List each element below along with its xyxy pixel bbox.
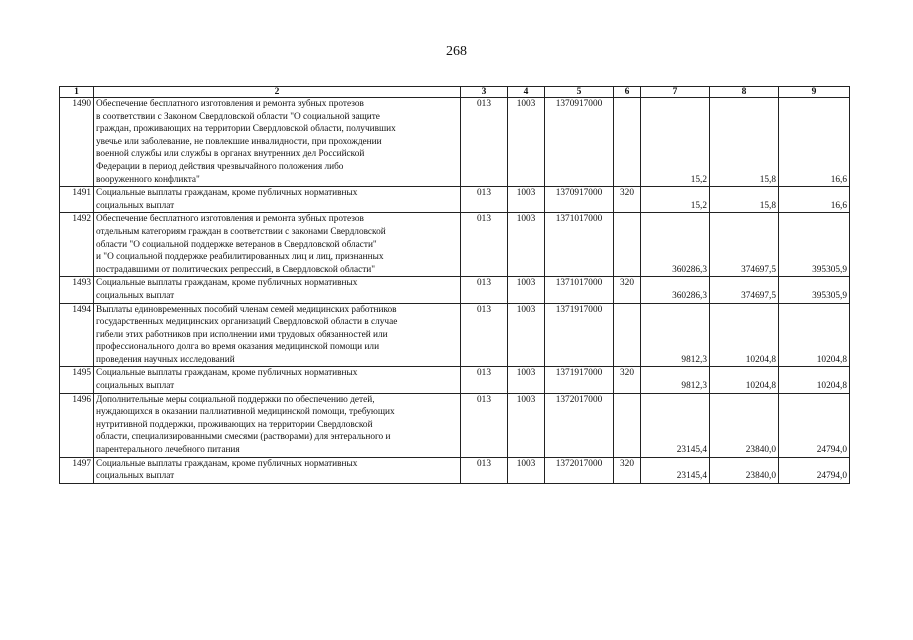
amount-col-9: 395305,9 [779, 277, 850, 303]
amount-col-8: 23840,0 [710, 393, 779, 457]
target-code: 1372017000 [545, 393, 614, 457]
row-description: Обеспечение бесплатного изготовления и ремонта зубных протезов отдельным категориям граждан в соответствии с законами Свердловской области "О социальной поддержке ветеранов в Свердловской области" и "О социальной поддержке реабилитированных лиц и лиц, признанных пострадавшими от политических репрессий, в Свердловской области" [94, 213, 461, 277]
row-description: Социальные выплаты гражданам, кроме публичных нормативных социальных выплат [94, 277, 461, 303]
table-row [60, 367, 850, 393]
amount-col-7: 9812,3 [641, 367, 710, 393]
ministry-code: 013 [461, 367, 508, 393]
target-code: 1371917000 [545, 367, 614, 393]
amount-col-8: 10204,8 [710, 367, 779, 393]
amount-col-9: 24794,0 [779, 393, 850, 457]
header-cell-3: 3 [461, 87, 508, 98]
expense-type-code: 320 [614, 457, 641, 483]
table-row [60, 457, 850, 483]
ministry-code: 013 [461, 277, 508, 303]
amount-col-8: 10204,8 [710, 303, 779, 367]
expense-type-code [614, 213, 641, 277]
amount-col-9: 16,6 [779, 98, 850, 187]
amount-col-7: 360286,3 [641, 277, 710, 303]
expense-type-code [614, 393, 641, 457]
section-code: 1003 [508, 303, 545, 367]
row-number: 1491 [60, 187, 94, 213]
header-cell-2: 2 [94, 87, 461, 98]
header-cell-1: 1 [60, 87, 94, 98]
page-number: 268 [446, 44, 467, 59]
ministry-code: 013 [461, 213, 508, 277]
row-description: Социальные выплаты гражданам, кроме публичных нормативных социальных выплат [94, 367, 461, 393]
amount-col-8: 15,8 [710, 98, 779, 187]
target-code: 1371917000 [545, 303, 614, 367]
amount-col-7: 23145,4 [641, 393, 710, 457]
amount-col-9: 10204,8 [779, 367, 850, 393]
ministry-code: 013 [461, 457, 508, 483]
row-number: 1492 [60, 213, 94, 277]
target-code: 1370917000 [545, 187, 614, 213]
expense-type-code: 320 [614, 367, 641, 393]
ministry-code: 013 [461, 98, 508, 187]
row-number: 1496 [60, 393, 94, 457]
expense-type-code: 320 [614, 277, 641, 303]
section-code: 1003 [508, 98, 545, 187]
header-row [60, 87, 850, 98]
header-cell-6: 6 [614, 87, 641, 98]
header-cell-5: 5 [545, 87, 614, 98]
amount-col-7: 9812,3 [641, 303, 710, 367]
ministry-code: 013 [461, 393, 508, 457]
table-row [60, 277, 850, 303]
row-description: Социальные выплаты гражданам, кроме публичных нормативных социальных выплат [94, 457, 461, 483]
amount-col-8: 15,8 [710, 187, 779, 213]
amount-col-7: 15,2 [641, 187, 710, 213]
amount-col-7: 360286,3 [641, 213, 710, 277]
expense-type-code [614, 303, 641, 367]
budget-table [59, 86, 850, 484]
amount-col-7: 15,2 [641, 98, 710, 187]
ministry-code: 013 [461, 303, 508, 367]
section-code: 1003 [508, 213, 545, 277]
target-code: 1371017000 [545, 213, 614, 277]
amount-col-8: 23840,0 [710, 457, 779, 483]
table-row [60, 98, 850, 187]
row-description: Дополнительные меры социальной поддержки по обеспечению детей, нуждающихся в оказании паллиативной медицинской помощи, требующих нутритивной поддержки, проживающих на территории Свердловской области, специализированными смесями (растворами) для энтерального и парентерального лечебного питания [94, 393, 461, 457]
header-cell-8: 8 [710, 87, 779, 98]
section-code: 1003 [508, 277, 545, 303]
target-code: 1372017000 [545, 457, 614, 483]
row-description: Обеспечение бесплатного изготовления и ремонта зубных протезов в соответствии с Законом Свердловской области "О социальной защите граждан, проживающих на территории Свердловской области, получивших увечье или заболевание, не повлекшие инвалидности, при прохождении военной службы или службы в органах внутренних дел Российской Федерации в период действия чрезвычайного положения либо вооруженного конфликта" [94, 98, 461, 187]
target-code: 1370917000 [545, 98, 614, 187]
section-code: 1003 [508, 457, 545, 483]
target-code: 1371017000 [545, 277, 614, 303]
expense-type-code [614, 98, 641, 187]
amount-col-7: 23145,4 [641, 457, 710, 483]
amount-col-8: 374697,5 [710, 277, 779, 303]
ministry-code: 013 [461, 187, 508, 213]
row-number: 1495 [60, 367, 94, 393]
row-number: 1490 [60, 98, 94, 187]
header-cell-7: 7 [641, 87, 710, 98]
row-description: Выплаты единовременных пособий членам семей медицинских работников государственных медицинских организаций Свердловской области в случае гибели этих работников при исполнении ими трудовых обязанностей или профессионального долга во время оказания медицинской помощи или проведения научных исследований [94, 303, 461, 367]
amount-col-9: 10204,8 [779, 303, 850, 367]
table-row [60, 393, 850, 457]
amount-col-8: 374697,5 [710, 213, 779, 277]
section-code: 1003 [508, 393, 545, 457]
table-row [60, 187, 850, 213]
table-row [60, 213, 850, 277]
row-number: 1494 [60, 303, 94, 367]
row-number: 1497 [60, 457, 94, 483]
section-code: 1003 [508, 187, 545, 213]
section-code: 1003 [508, 367, 545, 393]
expense-type-code: 320 [614, 187, 641, 213]
table-row [60, 303, 850, 367]
header-cell-4: 4 [508, 87, 545, 98]
amount-col-9: 395305,9 [779, 213, 850, 277]
header-cell-9: 9 [779, 87, 850, 98]
amount-col-9: 16,6 [779, 187, 850, 213]
row-number: 1493 [60, 277, 94, 303]
row-description: Социальные выплаты гражданам, кроме публичных нормативных социальных выплат [94, 187, 461, 213]
amount-col-9: 24794,0 [779, 457, 850, 483]
